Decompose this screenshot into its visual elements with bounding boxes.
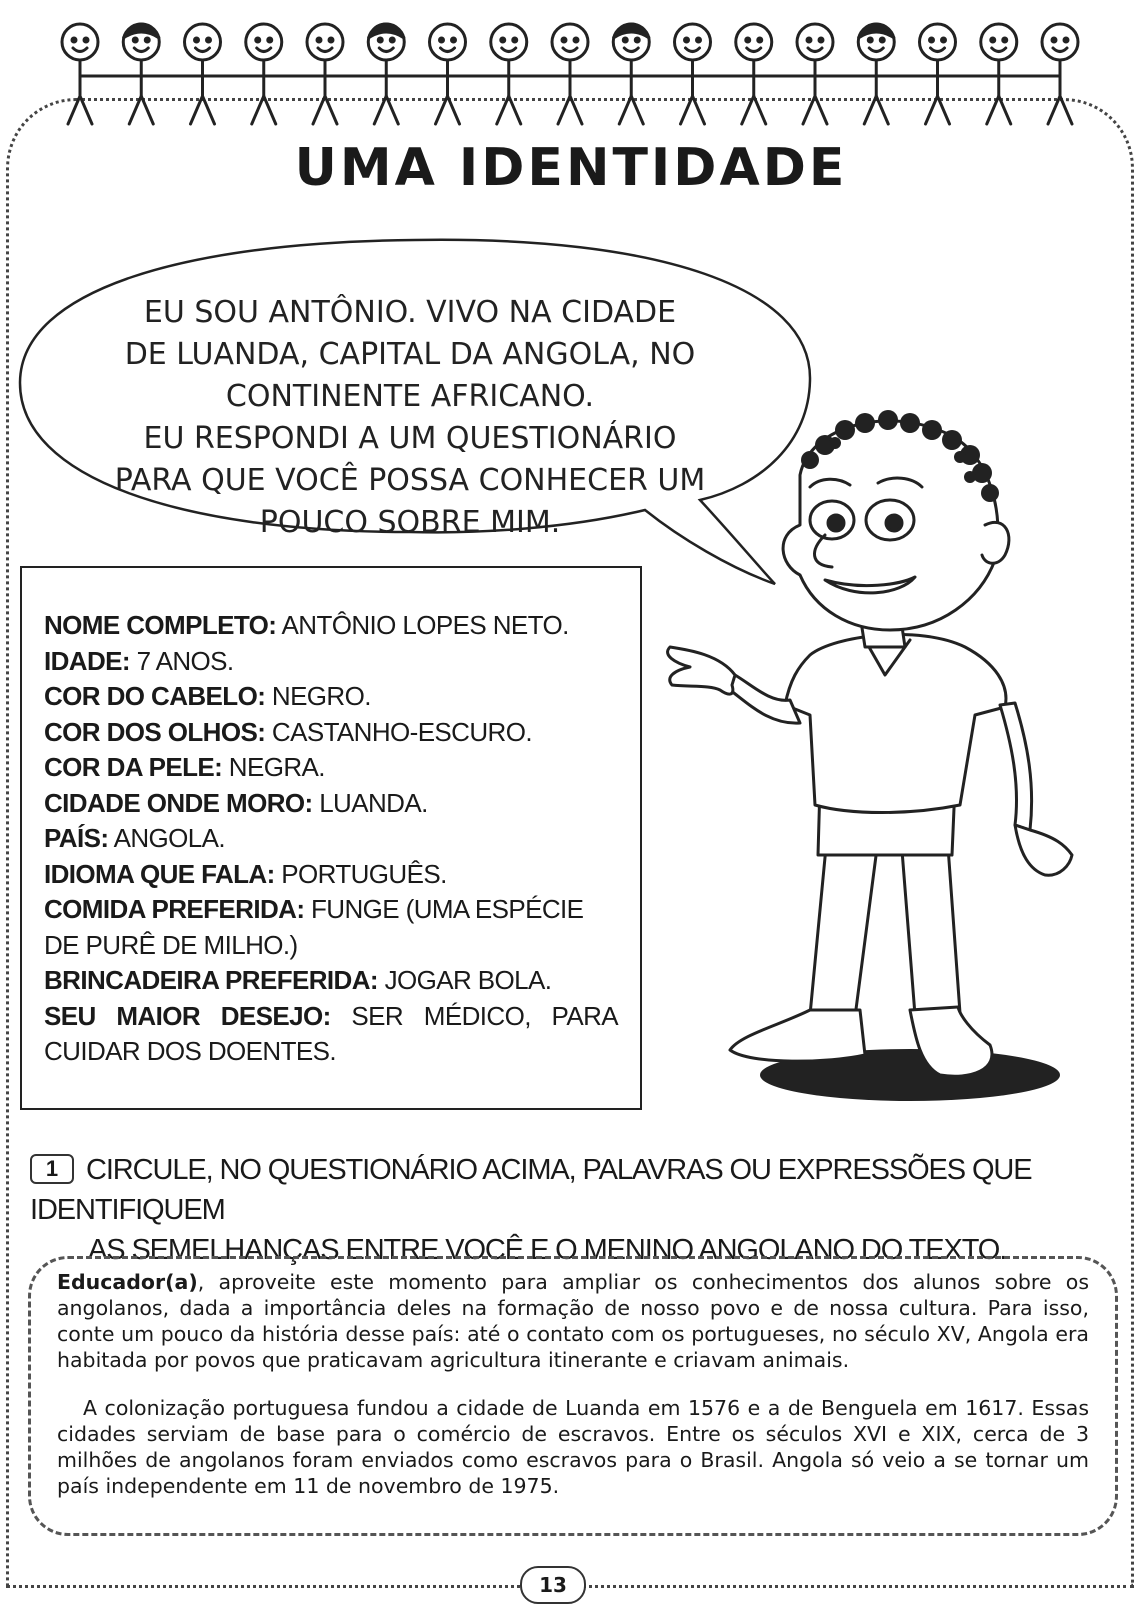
child-figure [491,24,527,124]
field-label: IDIOMA QUE FALA: [44,858,275,889]
field-label: PAÍS: [44,823,109,853]
questionnaire-row [44,715,618,751]
children-holding-hands-illustration [60,4,1080,132]
page-number: 13 [520,1566,586,1604]
field-value: ANGOLA. [108,823,226,853]
field-label: NOME COMPLETO: [44,610,277,640]
field-value: JOGAR BOLA. [377,965,552,995]
child-figure [675,24,711,124]
child-figure [123,24,159,124]
field-label: COR DOS OLHOS: [44,716,266,747]
field-value: LUANDA. [312,787,428,818]
speech-line: CONTINENTE AFRICANO. [225,379,595,414]
child-figure [613,24,649,124]
field-value: NEGRA. [222,752,325,782]
questionnaire-row [44,963,618,999]
field-label: BRINCADEIRA PREFERIDA: [44,965,378,995]
child-figure [430,24,466,124]
field-value: CASTANHO-ESCURO. [265,716,532,747]
child-figure [368,24,404,124]
field-label: SEU MAIOR DESEJO: [44,1000,331,1031]
speech-line: PARA QUE VOCÊ POSSA CONHECER UM [114,463,706,498]
field-value: NEGRO. [265,681,371,711]
speech-line: DE LUANDA, CAPITAL DA ANGOLA, NO [124,337,696,372]
speech-line: EU RESPONDI A UM QUESTIONÁRIO [143,421,677,456]
field-label: COR DO CABELO: [44,681,266,711]
speech-line: EU SOU ANTÔNIO. VIVO NA CIDADE [143,295,677,330]
page-title: UMA IDENTIDADE [294,138,848,198]
speech-bubble-text [70,292,750,544]
field-label: COR DA PELE: [44,752,223,782]
child-figure [981,24,1017,124]
questionnaire-row [44,750,618,786]
educator-label: Educador(a) [57,1270,198,1294]
child-figure [185,24,221,124]
questionnaire-row [44,857,618,893]
field-value: FUNGE (UMA ESPÉCIE DE PURÊ DE MILHO.) [44,894,584,960]
questionnaire-row [44,892,618,963]
boy-antonio-illustration [660,385,1100,1125]
field-value: SER MÉDICO, PARA CUIDAR DOS DOENTES. [44,1000,619,1066]
questionnaire-row [44,786,618,822]
child-figure [1042,24,1078,124]
questionnaire-row [44,608,618,644]
exercise-1 [30,1150,1130,1270]
field-value: PORTUGUÊS. [274,858,447,889]
field-value: ANTÔNIO LOPES NETO. [276,610,569,640]
questionnaire-row [44,821,618,857]
field-label: COMIDA PREFERIDA: [44,894,305,924]
educator-paragraph-1-text: , aproveite este momento para ampliar os conhecimentos dos alunos sobre os angolanos, dada a importância deles na formação de nosso povo e de nossa cultura. Para isso, conte um pouco da história desse país: até o contato com os portugueses, no século XV, Angola era habitada por povos que praticavam agricultura itinerante e criavam animais. [57,1270,1089,1372]
child-figure [920,24,956,124]
speech-line: POUCO SOBRE MIM. [259,505,561,540]
child-figure [736,24,772,124]
child-figure [62,24,98,124]
questionnaire-row [44,644,618,680]
field-label: IDADE: [44,645,130,676]
exercise-number-badge: 1 [30,1154,74,1184]
questionnaire-row [44,679,618,715]
exercise-text-line1: CIRCULE, NO QUESTIONÁRIO ACIMA, PALAVRAS OU EXPRESSÕES QUE IDENTIFIQUEM [30,1154,1032,1226]
educator-note-box [28,1256,1118,1536]
educator-paragraph-2: A colonização portuguesa fundou a cidade de Luanda em 1576 e a de Benguela em 1617. Essas cidades serviam de base para o comércio de escravos. Entre os séculos XVI e XIX, cerca de 3 milhões de angolanos foram enviados como escravos para o Brasil. Angola só veio a se tornar um país independente em 11 de novembro de 1975. [57,1396,1089,1498]
exercise-text-line2: AS SEMELHANÇAS ENTRE VOCÊ E O MENINO ANGOLANO DO TEXTO. [88,1234,1007,1266]
child-figure [307,24,343,124]
child-figure [552,24,588,124]
exercise-line [30,1150,1130,1230]
child-figure [797,24,833,124]
questionnaire-box [20,566,642,1110]
field-label: CIDADE ONDE MORO: [44,787,313,818]
questionnaire-row [44,999,618,1070]
child-figure [246,24,282,124]
field-value: 7 ANOS. [129,645,234,676]
child-figure [858,24,894,124]
educator-paragraph-1 [57,1269,1089,1373]
